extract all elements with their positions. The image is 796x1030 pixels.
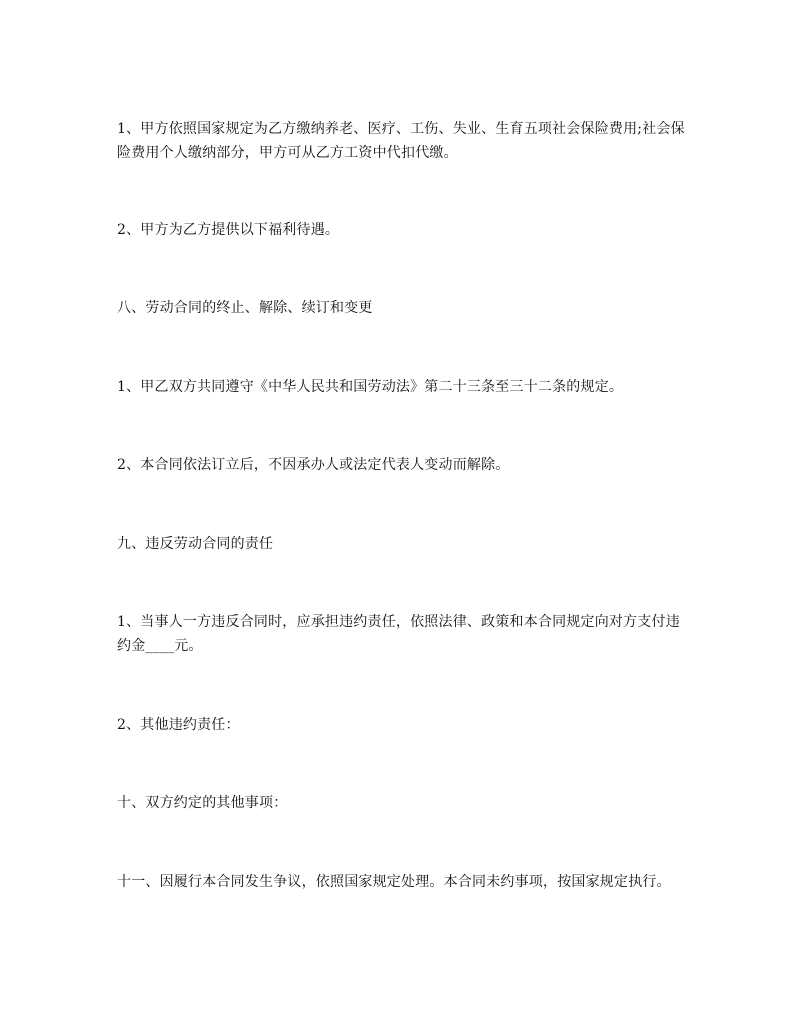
clause-social-insurance: 1、甲方依照国家规定为乙方缴纳养老、医疗、工伤、失业、生育五项社会保险费用;社会保险费用个人缴纳部分，甲方可从乙方工资中代扣代缴。 xyxy=(117,121,685,161)
clause-contract-validity: 2、本合同依法订立后，不因承办人或法定代表人变动而解除。 xyxy=(117,457,510,473)
section-heading-other-matters: 十、双方约定的其他事项： xyxy=(117,795,288,811)
section-heading-termination: 八、劳动合同的终止、解除、续订和变更 xyxy=(117,300,373,316)
clause-liquidated-damages: 1、当事人一方违反合同时，应承担违约责任，依照法律、政策和本合同规定向对方支付违约金____元。 xyxy=(117,614,680,654)
clause-welfare: 2、甲方为乙方提供以下福利待遇。 xyxy=(117,222,340,238)
clause-other-liability: 2、其他违约责任： xyxy=(117,717,240,733)
clause-dispute-resolution: 十一、因履行本合同发生争议，依照国家规定处理。本合同未约事项，按国家规定执行。 xyxy=(117,874,671,890)
section-heading-breach: 九、违反劳动合同的责任 xyxy=(117,536,274,552)
clause-labor-law: 1、甲乙双方共同遵守《中华人民共和国劳动法》第二十三条至三十二条的规定。 xyxy=(117,379,624,395)
